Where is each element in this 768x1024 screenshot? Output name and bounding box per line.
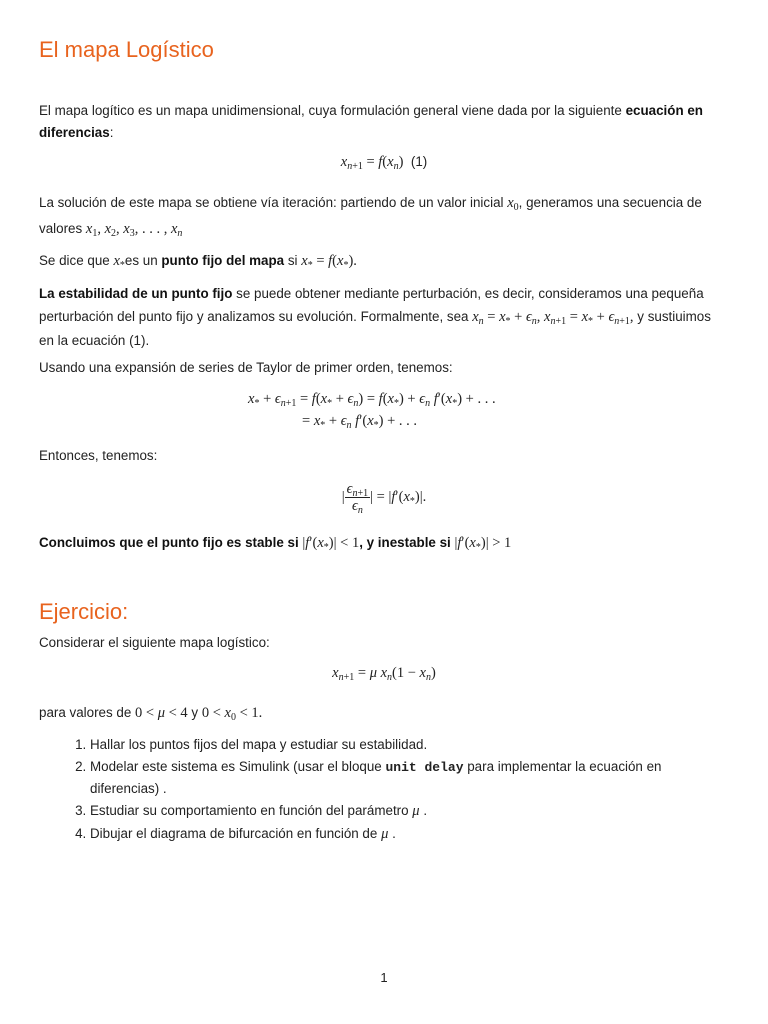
exercise-item-3-pre: Estudiar su comportamiento en función del parámetro: [90, 803, 413, 818]
fixed-point-post: si: [284, 253, 302, 268]
conclusion-paragraph: Concluimos que el punto fijo es stable si $|f'(x_*)| < 1$, y inestable si $|f'(x_*)| > 1$: [39, 535, 512, 553]
exercise-heading: Ejercicio:: [39, 599, 129, 624]
fixed-point-pre: Se dice que: [39, 253, 114, 268]
exercise-item-2-post: para implementar la ecuación en diferencias) .: [90, 759, 662, 796]
range-mid: y: [187, 705, 202, 720]
taylor-line-2: = $x_* + \epsilon_n$ $f'(x_*)$ + . . .: [302, 413, 418, 431]
exercise-item-1: [90, 734, 699, 755]
taylor-line-1: $x_* + \epsilon_{n+1} = f(x_* + \epsilon_n) = f(x_*) + \epsilon_n$ $f'(x_*)$ + . . .: [248, 391, 496, 409]
exercise-intro-paragraph: [39, 632, 729, 654]
page-title: El mapa Logístico: [39, 37, 214, 62]
entonces-paragraph: [39, 445, 729, 467]
intro-bold: ecuación en diferencias: [39, 103, 703, 140]
exercise-item-2-pre: Modelar este sistema es Simulink (usar el bloque: [90, 759, 386, 774]
range-paragraph: para valores de 0 < μ < 4 y $0 < x_0 < 1$.: [39, 705, 263, 723]
taylor-text: Usando una expansión de series de Taylor de primer orden, tenemos:: [39, 360, 453, 375]
stability-end: y sustiuimos en la ecuación (1).: [39, 309, 711, 348]
solution-paragraph: La solución de este mapa se obtiene vía iteración: partiendo de un valor inicial $x_0$, generamos una secuencia de valores $x_1$, $x_2$, $x_3$, . . . , $x_n$: [39, 195, 702, 239]
taylor-paragraph: [39, 357, 729, 379]
unit-delay-code: unit delay: [385, 760, 464, 775]
fixed-point-bold: punto fijo del mapa: [161, 253, 285, 268]
intro-paragraph: [39, 100, 729, 144]
intro-text: El mapa logítico es un mapa unidimensional, cuya formulación general viene dada por la siguiente: [39, 103, 626, 118]
conclusion-bold-1: Concluimos que el punto fijo es stable si: [39, 535, 303, 550]
exercise-item-3-post: .: [423, 803, 428, 818]
exercise-item-3: 3. Estudiar su comportamiento en función del parámetro μ .: [90, 800, 699, 822]
exercise-item-1-text: Hallar los puntos fijos del mapa y estudiar su estabilidad.: [90, 737, 428, 752]
stability-paragraph: La estabilidad de un punto fijo se puede obtener mediante perturbación, es decir, consideramos una pequeña perturbación del punto fijo y analizamos su evolución. Formalmente, sea $x_n = x_* + \epsilon_n$, $x_{n+1} = x_* + \epsilon_{n+1}$, y sustiuimos en la ecuación (1).: [39, 286, 711, 348]
equation-1-tag: (1): [410, 154, 428, 169]
fixed-point-paragraph: Se dice que $x_*es$ un punto fijo del mapa si $x_* = f(x_*)$.: [39, 253, 357, 271]
page-number: 1: [380, 970, 388, 985]
exercise-intro: Considerar el siguiente mapa logístico:: [39, 635, 270, 650]
stability-text: se puede obtener mediante perturbación, es decir, consideramos una pequeña perturbación del punto fijo y analizamos su evolución. Formalmente, sea: [39, 286, 704, 324]
ratio-equation: | $\frac{\epsilon_{n+1}}{\epsilon_n}$ | = $|f'(x_*)|$.: [341, 481, 427, 516]
range-pre: para valores de: [39, 705, 136, 720]
exercise-heading-block: [39, 599, 729, 625]
exercise-item-2: [90, 756, 699, 799]
exercise-item-4-pre: Dibujar el diagrama de bifurcación en función de: [90, 826, 382, 841]
conclusion-bold-2: , y inestable si: [359, 535, 455, 550]
solution-text-2: , generamos una secuencia de valores: [39, 195, 702, 236]
entonces-text: Entonces, tenemos:: [39, 448, 158, 463]
logistic-equation: $x_{n+1} = \mu$ $x_n(1 - x_n)$: [332, 665, 436, 683]
title-block: [39, 37, 729, 63]
stability-bold: La estabilidad de un punto fijo: [39, 286, 233, 301]
exercise-list-block: [39, 734, 699, 846]
exercise-item-4: 4. Dibujar el diagrama de bifurcación en función de μ .: [90, 823, 699, 845]
exercise-list: [39, 734, 699, 845]
intro-end: :: [109, 125, 114, 140]
solution-text-1: La solución de este mapa se obtiene vía iteración: partiendo de un valor inicial: [39, 195, 508, 210]
fixed-point-mid: es un: [124, 253, 162, 268]
equation-1: $x_{n+1} = f(x_n)$ (1): [340, 154, 428, 172]
exercise-item-4-post: .: [392, 826, 396, 841]
